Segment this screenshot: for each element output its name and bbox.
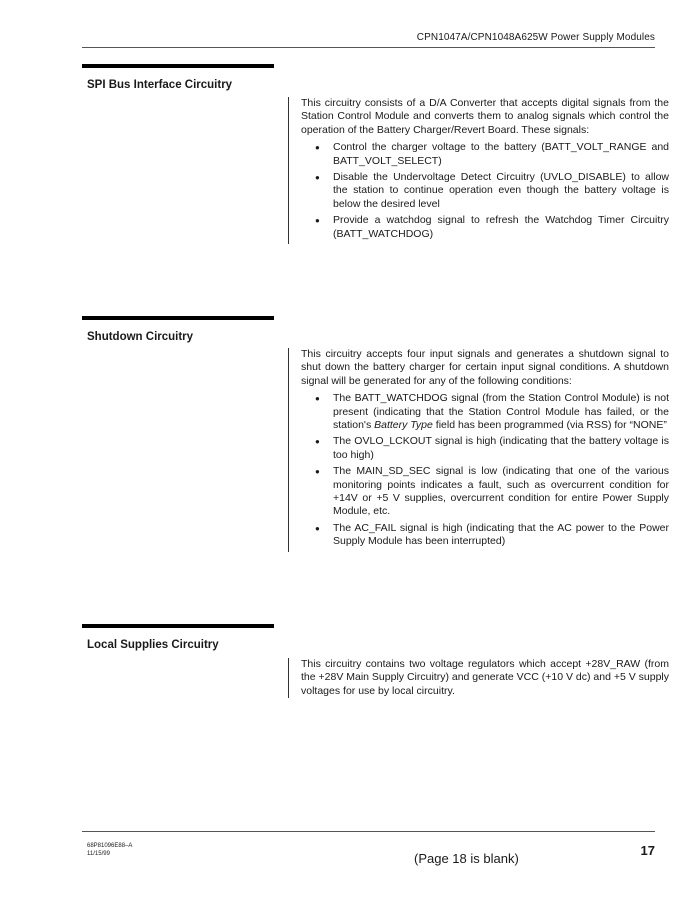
section-bar — [82, 316, 274, 320]
list-item: ● The OVLO_LCKOUT signal is high (indicating that the battery voltage is too high) — [333, 435, 669, 462]
footer-doc-code — [87, 843, 132, 858]
section-title: SPI Bus Interface Circuitry — [87, 79, 233, 91]
list-item: ● Control the charger voltage to the battery (BATT_VOLT_RANGE and BATT_VOLT_SELECT) — [333, 141, 669, 168]
section-body — [288, 97, 669, 244]
field-name: Battery Type — [374, 419, 433, 432]
footer-note: (Page 18 is blank) — [414, 851, 519, 866]
doc-date: 11/15/99 — [87, 850, 110, 857]
paragraph: This circuitry consists of a D/A Converter that accepts digital signals from the Station Control Module and converts them to analog signals which control the operation of the Battery Charger/Revert Board. These signals: — [301, 97, 669, 136]
doc-code: 68P81096E88–A — [87, 843, 133, 849]
bullet-text: field has been programmed (via RSS) for “NONE” — [432, 419, 667, 432]
section-bar — [82, 64, 274, 68]
footer-rule — [82, 831, 655, 832]
list-item: ● The MAIN_SD_SEC signal is low (indicating that one of the various monitoring points indicates a fault, such as overcurrent condition for +14V or +5 V supplies, overcurrent condition for entire Power Supply Module, etc. — [333, 465, 669, 519]
section-body — [288, 658, 669, 698]
section-bar — [82, 624, 274, 628]
paragraph: This circuitry accepts four input signals and generates a shutdown signal to shut down the battery charger for certain input signal conditions. A shutdown signal will be generated for any of the following conditions: — [301, 348, 669, 387]
bullet-list — [301, 392, 669, 548]
list-item: ● The AC_FAIL signal is high (indicating that the AC power to the Power Supply Module has been interrupted) — [333, 522, 669, 549]
bullet-list — [301, 141, 669, 241]
list-item: ● Provide a watchdog signal to refresh the Watchdog Timer Circuitry (BATT_WATCHDOG) — [333, 214, 669, 241]
running-header: CPN1047A/CPN1048A625W Power Supply Modules — [416, 32, 655, 43]
list-item: ● Disable the Undervoltage Detect Circuitry (UVLO_DISABLE) to allow the station to continue operation even though the battery voltage is below the desired level — [333, 171, 669, 211]
bullet-text: The BATT_WATCHDOG signal (from the Station Control Module) is not present (indicating that the Station Control Module has failed, or the station's — [333, 392, 669, 432]
section-title: Local Supplies Circuitry — [87, 639, 219, 651]
section-body — [288, 348, 669, 552]
section-title: Shutdown Circuitry — [87, 331, 194, 343]
header-rule — [82, 47, 655, 48]
paragraph: This circuitry contains two voltage regulators which accept +28V_RAW (from the +28V Main Supply Circuitry) and generate VCC (+10 V dc) and +5 V supply voltages for use by local circuitry. — [301, 658, 669, 697]
page-number: 17 — [640, 843, 655, 858]
list-item — [333, 392, 669, 432]
